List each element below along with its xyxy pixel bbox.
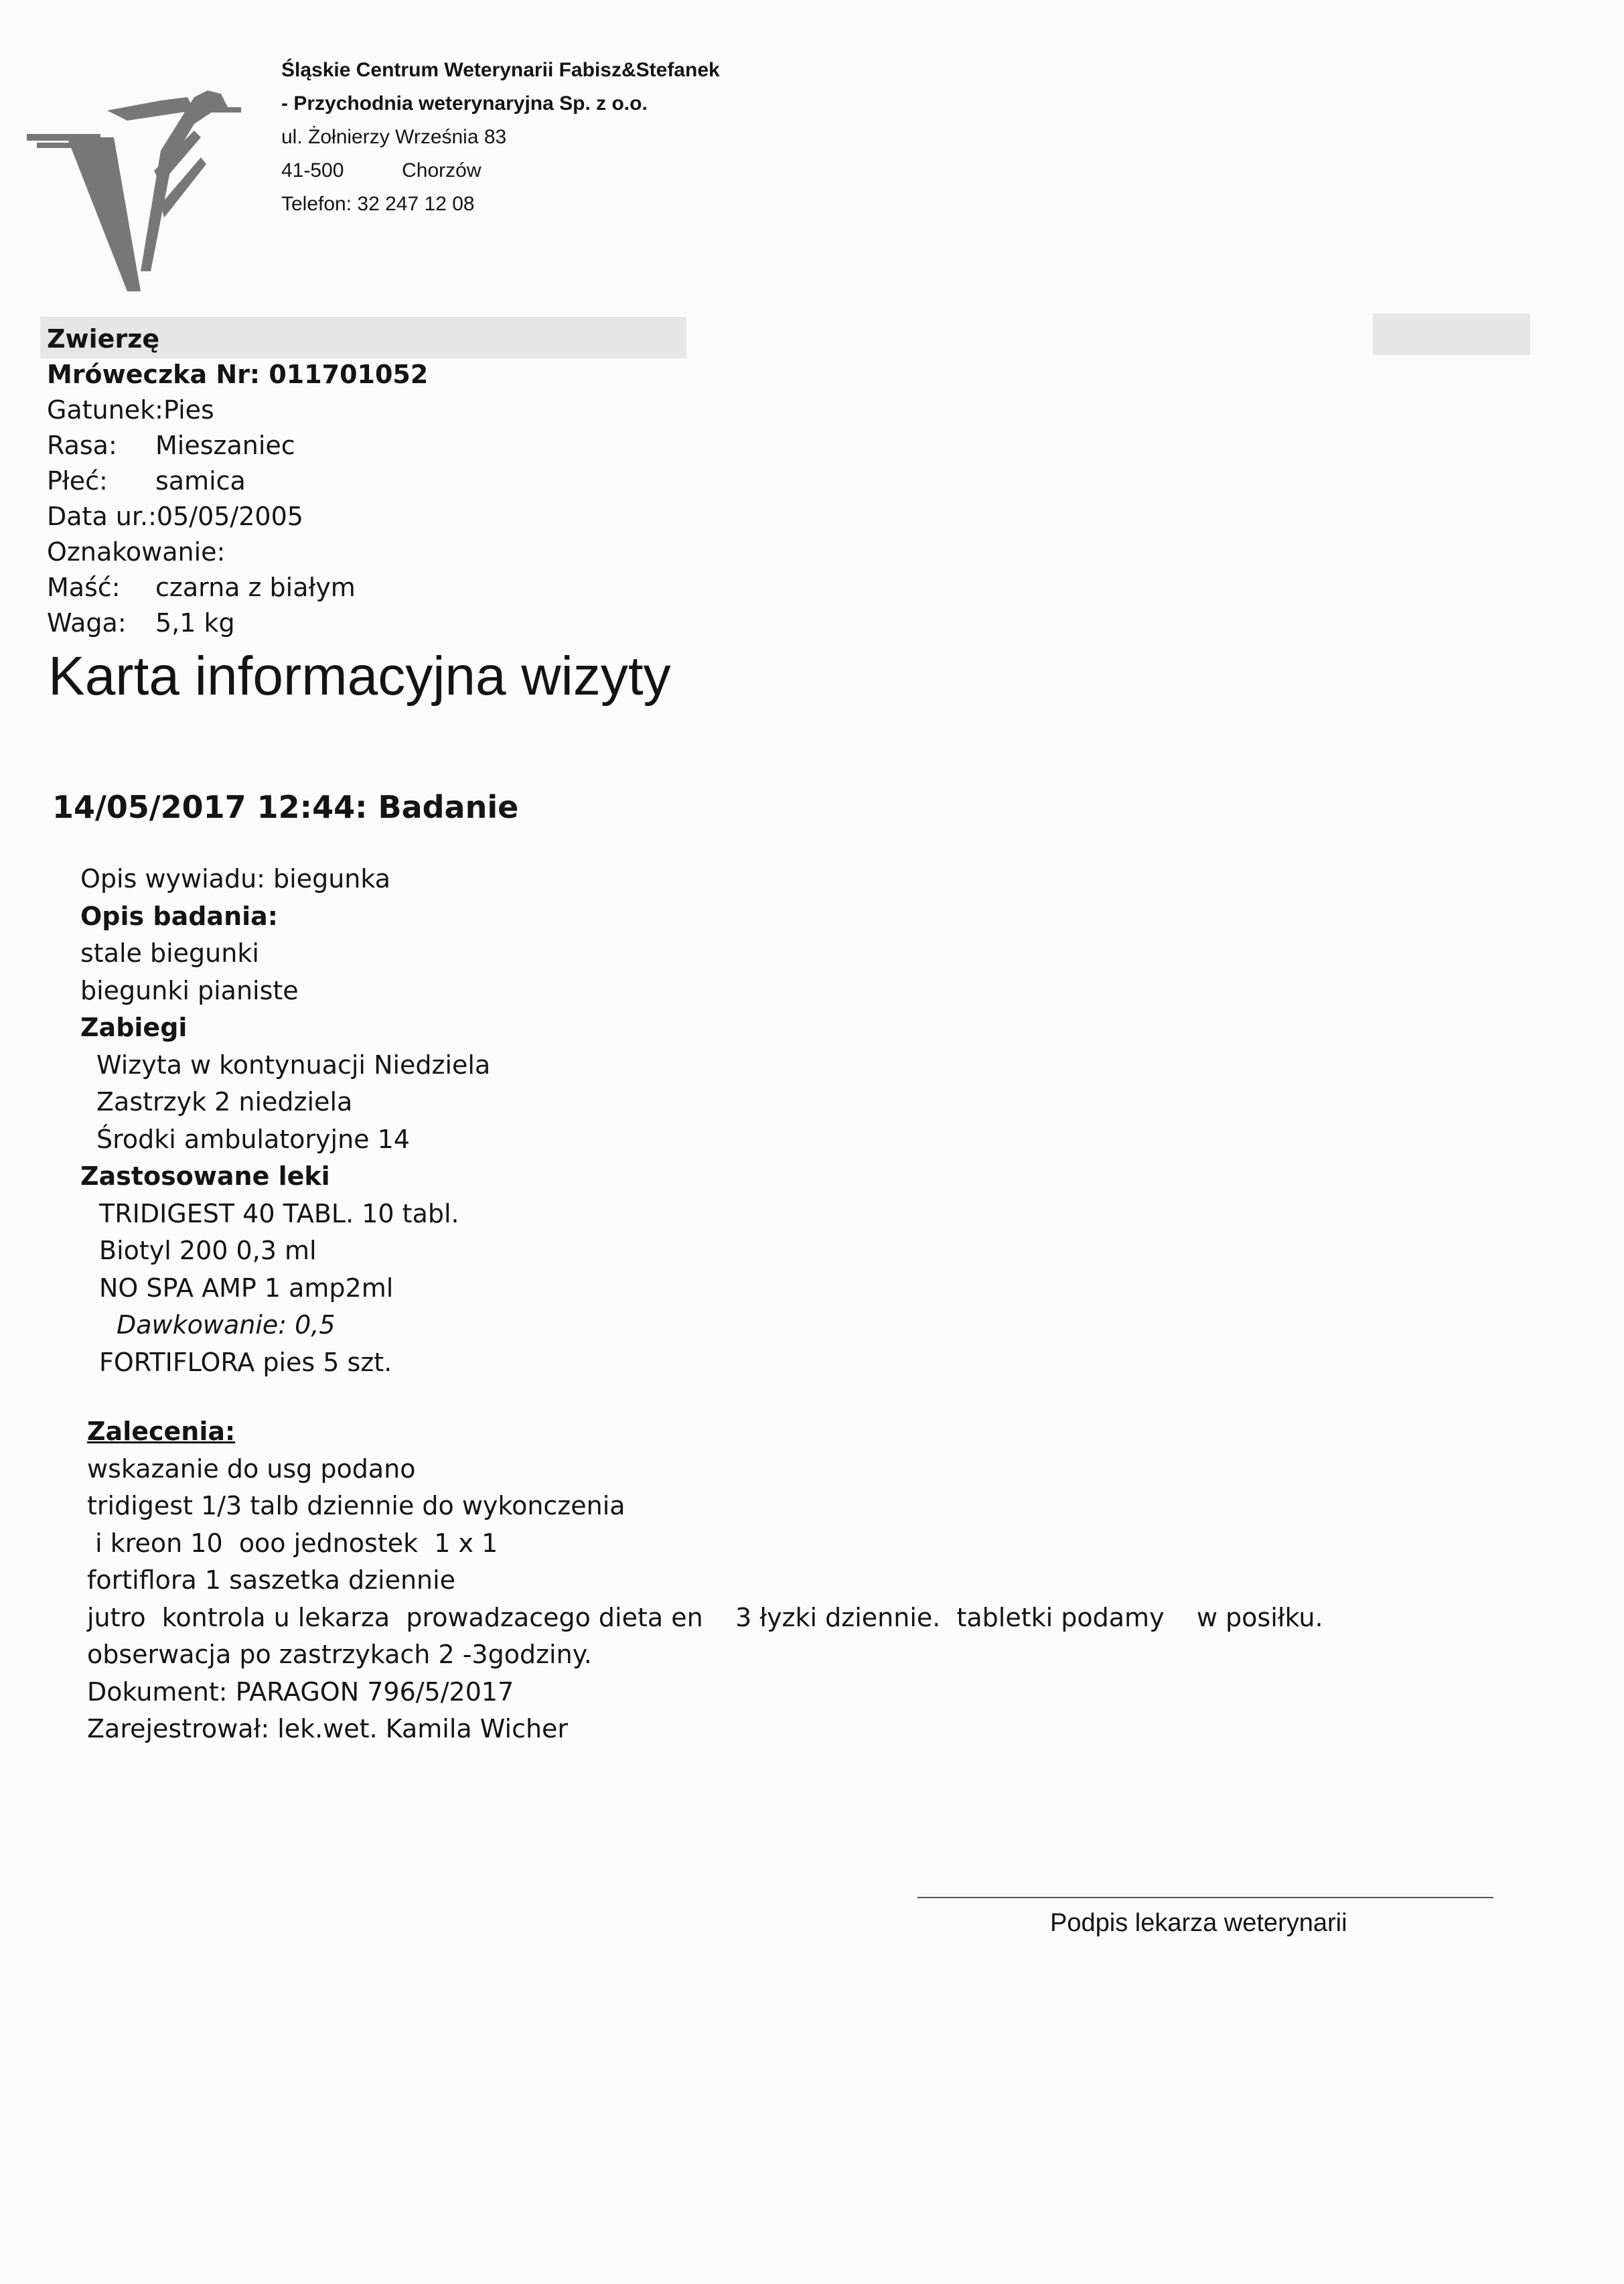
clinic-postal-code: 41-500 <box>281 159 344 182</box>
weight-line <box>47 605 428 641</box>
clinic-subtitle: - Przychodnia weterynaryjna Sp. z o.o. <box>281 92 648 115</box>
procedures-label: Zabiegi <box>80 1013 188 1042</box>
drugs-label: Zastosowane leki <box>80 1161 330 1191</box>
exam-line: stale biegunki <box>80 938 259 968</box>
weight-value: 5,1 kg <box>155 608 235 638</box>
registered-by: Zarejestrował: lek.wet. Kamila Wicher <box>87 1714 569 1743</box>
species-line <box>47 392 428 428</box>
recommendation-line: obserwacja po zastrzykach 2 -3godziny. <box>87 1640 592 1669</box>
species-value: Pies <box>163 395 214 425</box>
breed-line <box>47 428 428 463</box>
animal-number: 011701052 <box>269 360 429 389</box>
species-label: Gatunek: <box>47 395 163 425</box>
breed-value: Mieszaniec <box>155 431 295 460</box>
visit-details <box>80 861 490 1381</box>
visit-header: 14/05/2017 12:44: Badanie <box>52 789 519 825</box>
signature-line <box>917 1897 1493 1898</box>
weight-label: Waga: <box>47 608 127 638</box>
birth-line <box>47 499 428 534</box>
coat-label: Maść: <box>47 573 121 602</box>
recommendation-line: jutro kontrola u lekarza prowadzacego dieta en 3 łyzki dziennie. tabletki podamy w posiłku. <box>87 1602 1323 1632</box>
animal-section <box>47 322 428 641</box>
procedure-item: Wizyta w kontynuacji Niedziela <box>96 1050 491 1080</box>
header-band-right <box>1373 313 1530 355</box>
clinic-logo <box>27 70 241 298</box>
marking-line <box>47 534 428 570</box>
coat-line <box>47 570 428 605</box>
procedure-item: Środki ambulatoryjne 14 <box>96 1124 410 1154</box>
sex-label: Płeć: <box>47 466 108 496</box>
marking-label: Oznakowanie: <box>47 537 226 567</box>
animal-name-line <box>47 357 428 392</box>
birth-value: 05/05/2005 <box>156 502 303 531</box>
clinic-phone-label: Telefon: <box>281 193 352 215</box>
sex-line <box>47 463 428 499</box>
animal-number-label: Nr: <box>216 360 261 389</box>
drug-item: TRIDIGEST 40 TABL. 10 tabl. <box>99 1198 459 1228</box>
birth-label: Data ur.: <box>47 502 157 531</box>
clinic-name: Śląskie Centrum Weterynarii Fabisz&Stefanek <box>281 59 720 81</box>
drug-item: FORTIFLORA pies 5 szt. <box>99 1347 392 1377</box>
clinic-city: Chorzów <box>402 159 482 182</box>
recommendations-label: Zalecenia: <box>87 1417 236 1446</box>
interview-text: Opis wywiadu: biegunka <box>80 864 391 894</box>
signature-label: Podpis lekarza weterynarii <box>1050 1909 1347 1937</box>
drug-item: Biotyl 200 0,3 ml <box>99 1236 317 1265</box>
dosage-text: Dawkowanie: 0,5 <box>117 1310 336 1340</box>
document-title: Karta informacyjna wizyty <box>48 646 671 707</box>
procedure-item: Zastrzyk 2 niedziela <box>96 1087 353 1117</box>
breed-label: Rasa: <box>47 431 117 460</box>
clinic-phone: 32 247 12 08 <box>357 193 475 215</box>
drug-item: NO SPA AMP 1 amp2ml <box>99 1273 394 1303</box>
clinic-street: ul. Żołnierzy Września 83 <box>281 126 507 148</box>
coat-value: czarna z białym <box>155 573 356 602</box>
recommendation-line: wskazanie do usg podano <box>87 1453 416 1484</box>
recommendation-line: fortiflora 1 saszetka dziennie <box>87 1565 456 1595</box>
recommendation-line: tridigest 1/3 talb dziennie do wykonczenia <box>87 1491 625 1520</box>
clinic-city-line <box>281 154 720 188</box>
animal-name: Mróweczka <box>47 360 208 389</box>
clinic-header <box>281 54 720 221</box>
document-reference: Dokument: PARAGON 796/5/2017 <box>87 1676 514 1707</box>
exam-line: biegunki pianiste <box>80 975 299 1005</box>
animal-section-label: Zwierzę <box>47 324 160 354</box>
clinic-phone-line <box>281 188 720 221</box>
recommendations-section <box>87 1413 1323 1748</box>
exam-label: Opis badania: <box>80 901 278 931</box>
sex-value: samica <box>155 466 246 496</box>
recommendation-line: i kreon 10 ooo jednostek 1 x 1 <box>87 1528 498 1558</box>
